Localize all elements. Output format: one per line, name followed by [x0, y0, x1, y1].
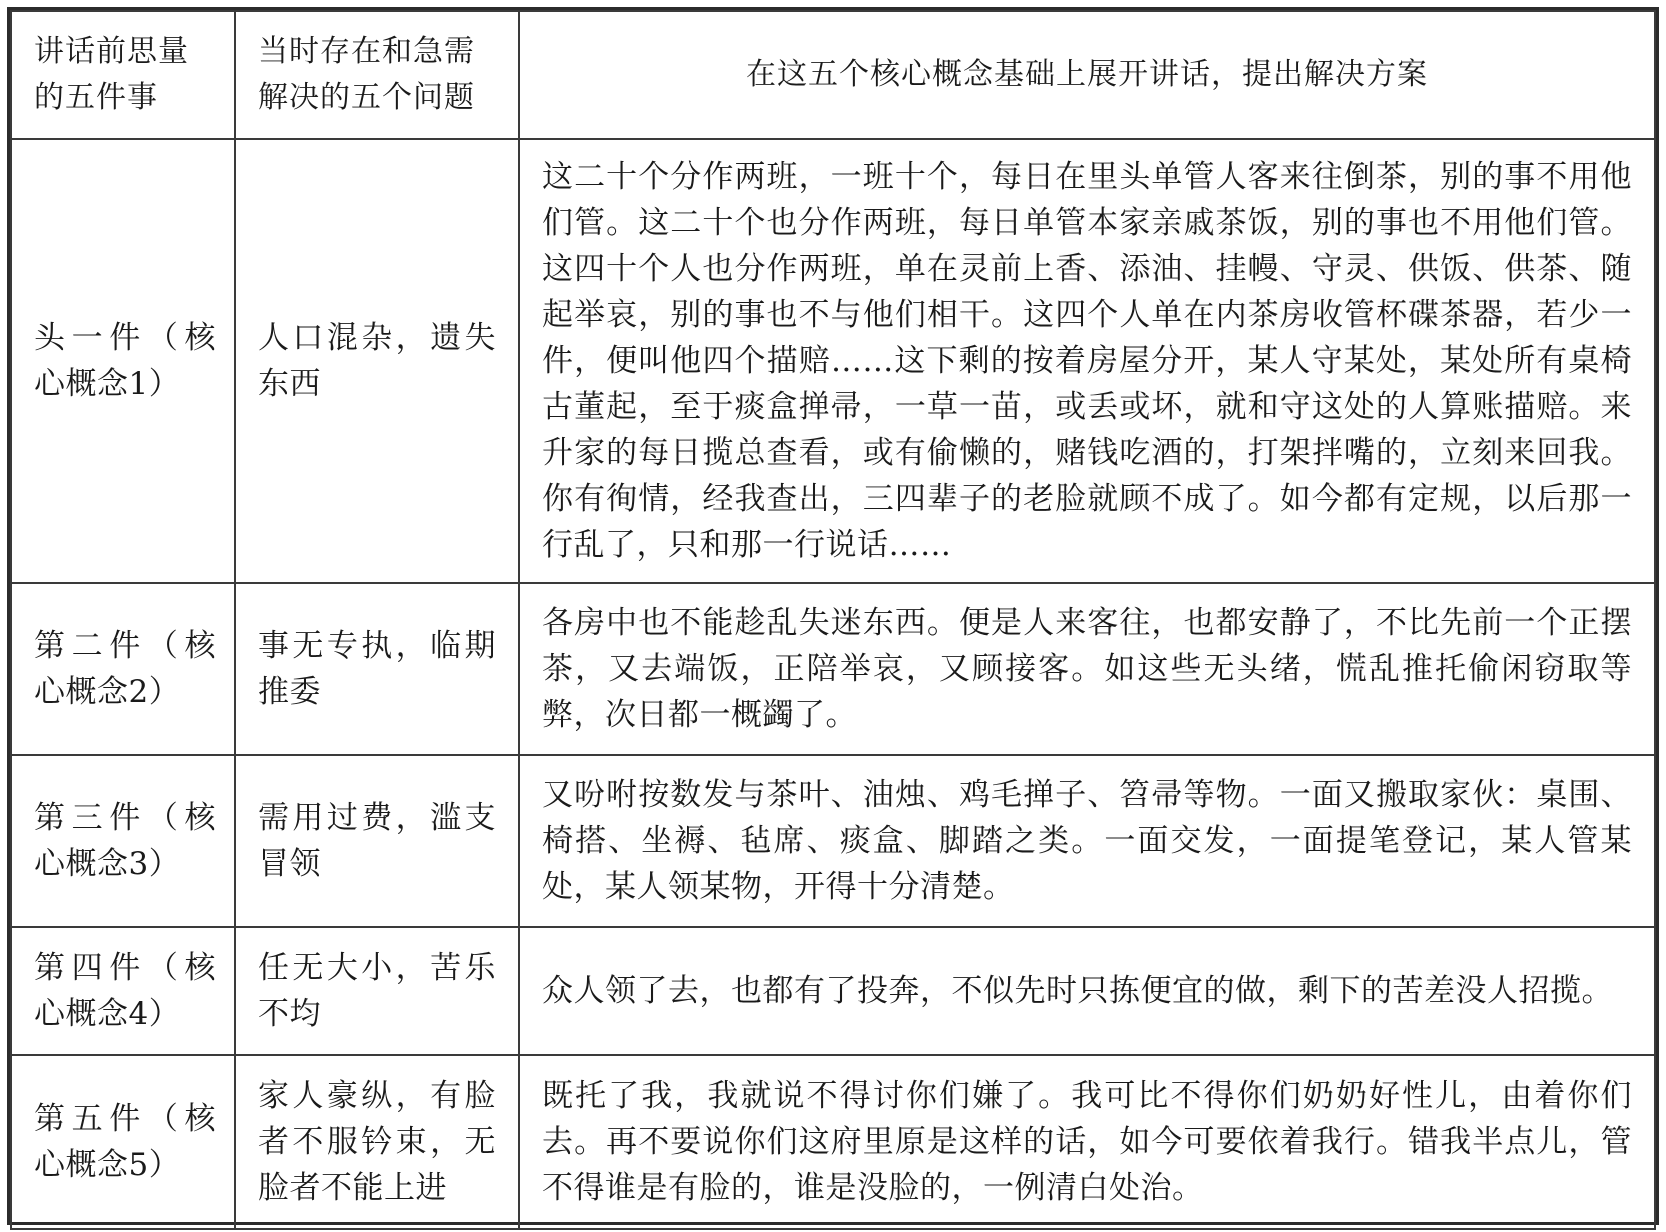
comparison-table: [10, 10, 1656, 1230]
row-solution-cell: 又吩咐按数发与茶叶、油烛、鸡毛掸子、笤帚等物。一面又搬取家伙：桌围、椅搭、坐褥、毡席、痰盒、脚踏之类。一面交发，一面提笔登记，某人管某处，某人领某物，开得十分清楚。: [519, 755, 1655, 927]
row-item-cell: 头一件（核心概念1）: [11, 139, 235, 583]
table-header-row: [11, 11, 1655, 139]
row-solution-cell: 这二十个分作两班，一班十个，每日在里头单管人客来往倒茶，别的事不用他们管。这二十个也分作两班，每日单管本家亲戚茶饭，别的事也不用他们管。这四十个人也分作两班，单在灵前上香、添油、挂幔、守灵、供饭、供茶、随起举哀，别的事也不与他们相干。这四个人单在内茶房收管杯碟茶器，若少一件，便叫他四个描赔……这下剩的按着房屋分开，某人守某处，某处所有桌椅古董起，至于痰盒掸帚，一草一苗，或丢或坏，就和守这处的人算账描赔。来升家的每日揽总查看，或有偷懒的，赌钱吃酒的，打架拌嘴的，立刻来回我。你有徇情，经我查出，三四辈子的老脸就顾不成了。如今都有定规，以后那一行乱了，只和那一行说话……: [519, 139, 1655, 583]
row-problem-cell: 事无专执，临期推委: [235, 583, 519, 755]
comparison-table-frame: [7, 7, 1659, 1225]
row-item-cell: 第三件（核心概念3）: [11, 755, 235, 927]
header-five-considerations: 讲话前思量的五件事: [11, 11, 235, 139]
header-solutions: 在这五个核心概念基础上展开讲话，提出解决方案: [519, 11, 1655, 139]
row-solution-cell: 众人领了去，也都有了投奔，不似先时只拣便宜的做，剩下的苦差没人招揽。: [519, 927, 1655, 1055]
row-solution-cell: 既托了我，我就说不得讨你们嫌了。我可比不得你们奶奶好性儿，由着你们去。再不要说你们这府里原是这样的话，如今可要依着我行。错我半点儿，管不得谁是有脸的，谁是没脸的，一例清白处治。: [519, 1055, 1655, 1229]
table-row: [11, 755, 1655, 927]
table-row: [11, 583, 1655, 755]
row-problem-cell: 人口混杂，遗失东西: [235, 139, 519, 583]
table-row: [11, 139, 1655, 583]
row-item-cell: 第四件（核心概念4）: [11, 927, 235, 1055]
header-five-problems: 当时存在和急需解决的五个问题: [235, 11, 519, 139]
row-problem-cell: 家人豪纵，有脸者不服钤束，无脸者不能上进: [235, 1055, 519, 1229]
table-row: [11, 927, 1655, 1055]
row-item-cell: 第五件（核心概念5）: [11, 1055, 235, 1229]
row-problem-cell: 需用过费，滥支冒领: [235, 755, 519, 927]
row-item-cell: 第二件（核心概念2）: [11, 583, 235, 755]
row-solution-cell: 各房中也不能趁乱失迷东西。便是人来客往，也都安静了，不比先前一个正摆茶，又去端饭，正陪举哀，又顾接客。如这些无头绪，慌乱推托偷闲窃取等弊，次日都一概蠲了。: [519, 583, 1655, 755]
table-row: [11, 1055, 1655, 1229]
row-problem-cell: 任无大小，苦乐不均: [235, 927, 519, 1055]
